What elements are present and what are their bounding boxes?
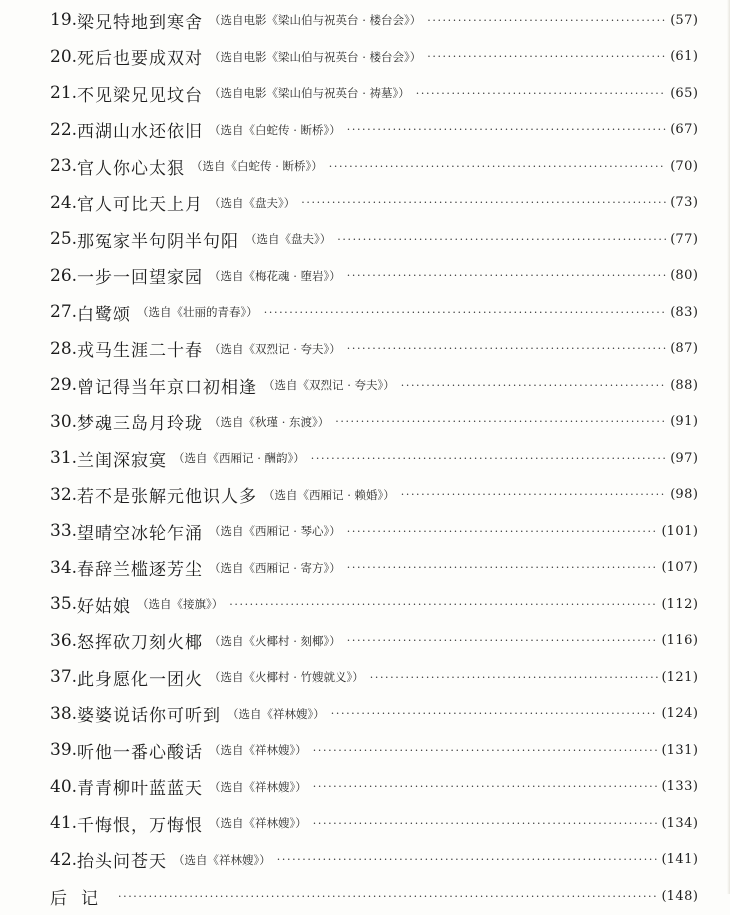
dot-leader: [277, 854, 658, 865]
entry-page-number: 116: [666, 633, 693, 649]
entry-number: 38.: [50, 703, 78, 724]
entry-source: （选自《火椰村 · 竹嫂就义》）: [209, 670, 364, 685]
entry-number: 39.: [50, 740, 78, 761]
page-open-paren: (: [670, 85, 676, 101]
entry-page-number: 88: [675, 377, 693, 393]
page-close-paren: ): [692, 341, 698, 357]
page-close-paren: ): [692, 414, 698, 430]
entry-source: （选自《双烈记 · 夸夫》）: [263, 378, 395, 393]
page-open-paren: (: [661, 596, 667, 612]
toc-entry-21[interactable]: [50, 75, 698, 112]
entry-number: 30.: [50, 411, 78, 432]
entry-source: （选自《接旗》）: [137, 597, 224, 612]
dot-leader: [301, 197, 666, 208]
entry-page-number: 57: [675, 12, 693, 28]
page-open-paren: (: [670, 231, 676, 247]
entry-number: 31.: [50, 448, 78, 469]
page-open-paren: (: [661, 888, 667, 904]
entry-number: 32.: [50, 484, 78, 505]
dot-leader: [401, 489, 667, 500]
page-open-paren: (: [670, 12, 676, 28]
entry-page-number: 83: [675, 304, 693, 320]
entry-page-number: 121: [666, 669, 693, 685]
entry-page-number: 112: [666, 596, 693, 612]
entry-number: 41.: [50, 813, 78, 834]
entry-page-number: 124: [666, 706, 693, 722]
entry-source: （选自《祥林嫂》）: [209, 779, 307, 794]
entry-page-number: 98: [675, 487, 693, 503]
dot-leader: [347, 343, 667, 354]
page-close-paren: ): [692, 158, 698, 174]
toc-entry-41[interactable]: [50, 805, 698, 842]
toc-entry-27[interactable]: [50, 294, 698, 331]
entry-title: 怒挥砍刀刻火椰: [77, 633, 204, 654]
entry-title: 千悔恨，万悔恨: [77, 815, 204, 836]
entry-number: 21.: [50, 83, 78, 104]
page-close-paren: ): [692, 122, 698, 138]
dot-leader: [311, 453, 667, 464]
entry-number: 42.: [50, 849, 78, 870]
page-close-paren: ): [692, 706, 698, 722]
entry-source: （选自电影《梁山伯与祝英台 · 楼台会》）: [209, 13, 422, 28]
dot-leader: [331, 708, 658, 719]
page-close-paren: ): [692, 669, 698, 685]
dot-leader: [401, 380, 667, 391]
entry-source: （选自《祥林嫂》）: [227, 706, 325, 721]
entry-source: （选自《火椰村 · 刻椰》）: [209, 633, 341, 648]
dot-leader: [370, 672, 658, 683]
toc-entry-afterword[interactable]: [50, 878, 698, 915]
toc-entry-38[interactable]: [50, 696, 698, 733]
dot-leader: [347, 270, 667, 281]
entry-title: 此身愿化一团火: [77, 669, 204, 690]
entry-title: 望晴空冰轮乍涌: [77, 523, 204, 544]
entry-title: 那冤家半句阴半句阳: [77, 231, 240, 252]
entry-title: 死后也要成双对: [77, 49, 204, 70]
toc-entry-25[interactable]: [50, 221, 698, 258]
toc-entry-37[interactable]: [50, 659, 698, 696]
entry-title: 好姑娘: [77, 596, 132, 617]
entry-source: （选自《盘夫》）: [209, 195, 296, 210]
entry-page-number: 67: [675, 122, 693, 138]
entry-page-number: 131: [666, 742, 693, 758]
entry-number: 26.: [50, 265, 78, 286]
toc-entry-42[interactable]: [50, 842, 698, 879]
page-open-paren: (: [661, 706, 667, 722]
page-close-paren: ): [692, 852, 698, 868]
entry-source: （选自《壮丽的青春》）: [137, 305, 258, 320]
toc-entry-22[interactable]: [50, 112, 698, 149]
page-close-paren: ): [692, 596, 698, 612]
page-close-paren: ): [692, 523, 698, 539]
page-close-paren: ): [692, 195, 698, 211]
entry-page-number: 70: [675, 158, 693, 174]
page-open-paren: (: [661, 815, 667, 831]
entry-page-number: 65: [675, 85, 693, 101]
entry-page-number: 141: [666, 852, 693, 868]
page-close-paren: ): [692, 779, 698, 795]
entry-page-number: 80: [675, 268, 693, 284]
afterword-title: 后记: [50, 888, 112, 909]
dot-leader: [347, 635, 658, 646]
entry-title: 青青柳叶蓝蓝天: [77, 779, 204, 800]
dot-leader: [416, 88, 667, 99]
dot-leader: [264, 307, 667, 318]
toc-entry-30[interactable]: [50, 404, 698, 441]
entry-page-number: 97: [675, 450, 693, 466]
entry-number: 22.: [50, 119, 78, 140]
entry-page-number: 61: [675, 49, 693, 65]
page-close-paren: ): [692, 12, 698, 28]
page-open-paren: (: [670, 304, 676, 320]
entry-title: 春辞兰槛逐芳尘: [77, 560, 204, 581]
page-close-paren: ): [692, 815, 698, 831]
entry-title: 官人可比天上月: [77, 195, 204, 216]
page-open-paren: (: [661, 779, 667, 795]
dot-leader: [427, 51, 666, 62]
entry-number: 20.: [50, 46, 78, 67]
page-close-paren: ): [692, 231, 698, 247]
entry-source: （选自《祥林嫂》）: [209, 743, 307, 758]
dot-leader: [313, 818, 658, 829]
entry-number: 23.: [50, 156, 78, 177]
page-close-paren: ): [692, 377, 698, 393]
page-open-paren: (: [670, 487, 676, 503]
entry-source: （选自《西厢记 · 寄方》）: [209, 560, 341, 575]
entry-title: 曾记得当年京口初相逢: [77, 377, 258, 398]
entry-title: 白鹭颂: [77, 304, 132, 325]
entry-source: （选自电影《梁山伯与祝英台 · 楼台会》）: [209, 49, 422, 64]
page-open-paren: (: [661, 560, 667, 576]
page-open-paren: (: [670, 49, 676, 65]
entry-page-number: 87: [675, 341, 693, 357]
dot-leader: [313, 745, 658, 756]
entry-title: 戎马生涯二十春: [77, 341, 204, 362]
page-close-paren: ): [692, 450, 698, 466]
entry-number: 33.: [50, 521, 78, 542]
dot-leader: [229, 599, 657, 610]
table-of-contents: [50, 2, 698, 915]
page-close-paren: ): [692, 742, 698, 758]
toc-entry-33[interactable]: [50, 513, 698, 550]
page-open-paren: (: [670, 341, 676, 357]
page-close-paren: ): [692, 85, 698, 101]
entry-source: （选自《梅花魂 · 堕岩》）: [209, 268, 341, 283]
page-close-paren: ): [692, 888, 698, 904]
entry-page-number: 77: [675, 231, 693, 247]
page-open-paren: (: [661, 852, 667, 868]
entry-title: 不见梁兄见坟台: [77, 85, 204, 106]
page-open-paren: (: [670, 377, 676, 393]
entry-number: 24.: [50, 192, 78, 213]
page-close-paren: ): [692, 268, 698, 284]
toc-entry-34[interactable]: [50, 550, 698, 587]
page-open-paren: (: [670, 122, 676, 138]
toc-entry-39[interactable]: [50, 732, 698, 769]
entry-number: 37.: [50, 667, 78, 688]
entry-number: 19.: [50, 10, 78, 31]
entry-page-number: 107: [666, 560, 693, 576]
entry-source: （选自《双烈记 · 夸夫》）: [209, 341, 341, 356]
entry-title: 抬头问苍天: [77, 852, 168, 873]
entry-number: 29.: [50, 375, 78, 396]
entry-source: （选自《白蛇传 · 断桥》）: [209, 122, 341, 137]
page-open-paren: (: [670, 450, 676, 466]
dot-leader: [118, 891, 658, 902]
page-open-paren: (: [661, 633, 667, 649]
page-open-paren: (: [670, 195, 676, 211]
entry-page-number: 73: [675, 195, 693, 211]
entry-source: （选自《祥林嫂》）: [173, 852, 271, 867]
entry-number: 27.: [50, 302, 78, 323]
toc-entry-20[interactable]: [50, 39, 698, 76]
dot-leader: [347, 562, 658, 573]
dot-leader: [337, 234, 666, 245]
toc-entry-40[interactable]: [50, 769, 698, 806]
dot-leader: [347, 526, 658, 537]
page-close-paren: ): [692, 49, 698, 65]
entry-title: 官人你心太狠: [77, 158, 186, 179]
toc-entry-31[interactable]: [50, 440, 698, 477]
entry-title: 婆婆说话你可听到: [77, 706, 222, 727]
entry-source: （选自《西厢记 · 赖婚》）: [263, 487, 395, 502]
entry-number: 28.: [50, 338, 78, 359]
entry-number: 36.: [50, 630, 78, 651]
entry-source: （选自《西厢记 · 琴心》）: [209, 524, 341, 539]
page-close-paren: ): [692, 304, 698, 320]
page-open-paren: (: [670, 414, 676, 430]
page-open-paren: (: [661, 742, 667, 758]
entry-title: 兰闺深寂寞: [77, 450, 168, 471]
page-open-paren: (: [661, 669, 667, 685]
entry-source: （选自《祥林嫂》）: [209, 816, 307, 831]
dot-leader: [335, 416, 666, 427]
toc-entry-32[interactable]: [50, 477, 698, 514]
entry-number: 40.: [50, 776, 78, 797]
toc-entry-19[interactable]: [50, 2, 698, 39]
toc-entry-35[interactable]: [50, 586, 698, 623]
entry-source: （选自《盘夫》）: [245, 232, 332, 247]
entry-number: 35.: [50, 594, 78, 615]
entry-title: 梦魂三岛月玲珑: [77, 414, 204, 435]
entry-source: （选自《白蛇传 · 断桥》）: [191, 159, 323, 174]
toc-entry-28[interactable]: [50, 331, 698, 368]
dot-leader: [427, 15, 666, 26]
entry-title: 一步一回望家园: [77, 268, 204, 289]
entry-page-number: 101: [666, 523, 693, 539]
page-close-paren: ): [692, 487, 698, 503]
afterword-page-number: 148: [666, 888, 693, 904]
entry-page-number: 134: [666, 815, 693, 831]
entry-number: 25.: [50, 229, 78, 250]
toc-entry-23[interactable]: [50, 148, 698, 185]
entry-source: （选自《秋瑾 · 东渡》）: [209, 414, 330, 429]
entry-title: 若不是张解元他识人多: [77, 487, 258, 508]
page-open-paren: (: [670, 268, 676, 284]
page-close-paren: ): [692, 560, 698, 576]
page-open-paren: (: [670, 158, 676, 174]
dot-leader: [347, 124, 667, 135]
page-open-paren: (: [661, 523, 667, 539]
entry-page-number: 133: [666, 779, 693, 795]
entry-source: （选自《西厢记 · 酬韵》）: [173, 451, 305, 466]
dot-leader: [329, 161, 667, 172]
entry-number: 34.: [50, 557, 78, 578]
dot-leader: [313, 781, 658, 792]
toc-entry-26[interactable]: [50, 258, 698, 295]
toc-entry-29[interactable]: [50, 367, 698, 404]
entry-title: 梁兄特地到寒舍: [77, 12, 204, 33]
toc-entry-36[interactable]: [50, 623, 698, 660]
entry-source: （选自电影《梁山伯与祝英台 · 祷墓》）: [209, 86, 410, 101]
entry-page-number: 91: [675, 414, 693, 430]
entry-title: 听他一番心酸话: [77, 742, 204, 763]
page-close-paren: ): [692, 633, 698, 649]
entry-title: 西湖山水还依旧: [77, 122, 204, 143]
toc-entry-24[interactable]: [50, 185, 698, 222]
